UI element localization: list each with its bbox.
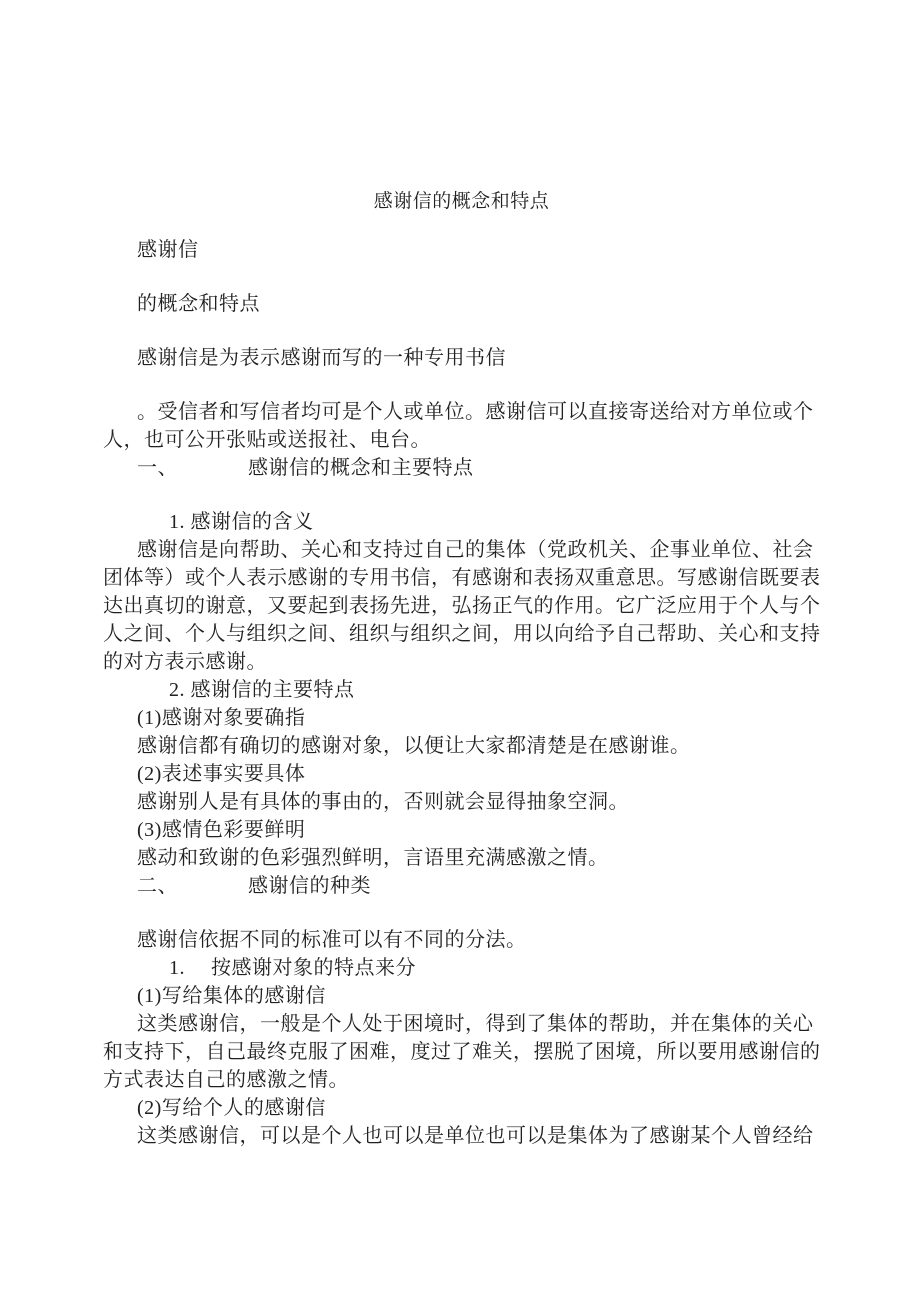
doc-line: 人，也可公开张贴或送报社、电台。 <box>103 429 431 451</box>
doc-line: 的对方表示感谢。 <box>103 651 267 673</box>
doc-line: (1)感谢对象要确指 <box>137 707 306 729</box>
doc-line: 。受信者和写信者均可是个人或单位。感谢信可以直接寄送给对方单位或个 <box>137 401 814 423</box>
doc-line: 方式表达自己的感激之情。 <box>103 1069 349 1091</box>
doc-heading-two <box>103 872 820 900</box>
heading-text: 按感谢对象的特点来分 <box>211 957 416 979</box>
heading-text: 感谢信的种类 <box>248 875 371 897</box>
heading-text: 感谢信的概念和主要特点 <box>248 457 474 479</box>
doc-line: 感谢信是向帮助、关心和支持过自己的集体（党政机关、企事业单位、社会 <box>137 539 814 561</box>
doc-line: (1)写给集体的感谢信 <box>137 985 326 1007</box>
page-title: 感谢信的概念和特点 <box>373 191 550 212</box>
doc-subheading: 1. 感谢信的含义 <box>169 511 314 533</box>
heading-marker: 1. <box>169 957 185 979</box>
doc-line: (2)写给个人的感谢信 <box>137 1097 326 1119</box>
doc-line: 人之间、个人与组织之间、组织与组织之间，用以向给予自己帮助、关心和支持 <box>103 623 821 645</box>
doc-line: 感动和致谢的色彩强烈鲜明，言语里充满感激之情。 <box>137 847 609 869</box>
doc-line: 的概念和特点 <box>137 293 260 315</box>
doc-line: 感谢别人是有具体的事由的，否则就会显得抽象空洞。 <box>137 791 629 813</box>
heading-marker: 二、 <box>137 875 178 897</box>
doc-line: 这类感谢信，一般是个人处于困境时，得到了集体的帮助，并在集体的关心 <box>137 1013 814 1035</box>
doc-heading-one <box>103 454 820 482</box>
doc-line: 感谢信是为表示感谢而写的一种专用书信 <box>137 347 506 369</box>
doc-line: 团体等）或个人表示感谢的专用书信，有感谢和表扬双重意思。写感谢信既要表 <box>103 567 821 589</box>
doc-line: 这类感谢信，可以是个人也可以是单位也可以是集体为了感谢某个人曾经给 <box>137 1125 814 1147</box>
doc-line: (2)表述事实要具体 <box>137 763 306 785</box>
doc-line: 感谢信都有确切的感谢对象，以便让大家都清楚是在感谢谁。 <box>137 735 691 757</box>
doc-line: 和支持下，自己最终克服了困难，度过了难关，摆脱了困境，所以要用感谢信的 <box>103 1041 821 1063</box>
heading-marker: 一、 <box>137 457 178 479</box>
doc-line: 达出真切的谢意，又要起到表扬先进，弘扬正气的作用。它广泛应用于个人与个 <box>103 595 821 617</box>
doc-line: 感谢信依据不同的标准可以有不同的分法。 <box>137 929 527 951</box>
doc-subheading: 2. 感谢信的主要特点 <box>169 679 355 701</box>
doc-line: (3)感情色彩要鲜明 <box>137 819 306 841</box>
doc-line: 感谢信 <box>137 239 199 261</box>
doc-subheading <box>103 954 820 982</box>
